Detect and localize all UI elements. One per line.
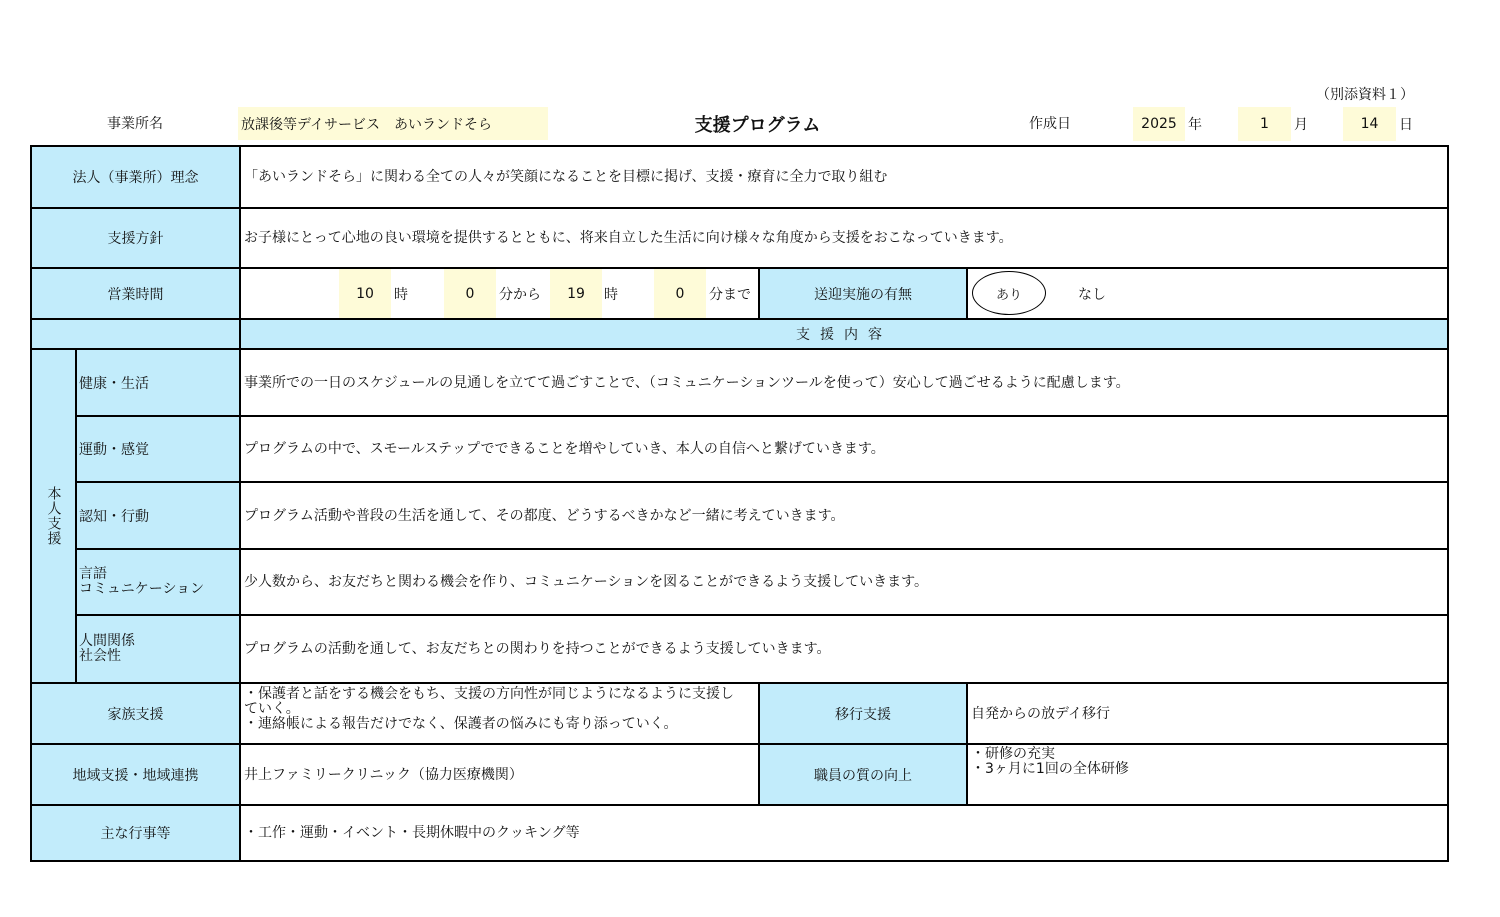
start-minute-value: 0 — [444, 269, 496, 318]
policy-label: 支援方針 — [32, 209, 239, 267]
month-unit: 月 — [1294, 117, 1308, 133]
created-month-value: 1 — [1238, 107, 1291, 141]
policy-value: お子様にとって心地の良い環境を提供するとともに、将来自立した生活に向け様々な角度から支援をおこなっていきます。 — [244, 230, 1013, 246]
support-header-blank — [32, 320, 239, 348]
transport-label: 送迎実施の有無 — [760, 269, 966, 318]
until-unit: 分まで — [709, 286, 751, 303]
hour-unit: 時 — [394, 286, 408, 303]
start-hour-value: 10 — [339, 269, 391, 318]
staff-quality-value: ・研修の充実 ・3ヶ月に1回の全体研修 — [971, 746, 1129, 777]
support-content-header: 支援内容 — [241, 320, 1447, 348]
office-name-value: 放課後等デイサービス あいランドそら — [238, 107, 548, 140]
staff-quality-label: 職員の質の向上 — [760, 745, 966, 804]
created-date-label: 作成日 — [1029, 116, 1071, 132]
main-events-label: 主な行事等 — [32, 806, 239, 860]
transition-support-label: 移行支援 — [760, 684, 966, 743]
philosophy-value: 「あいランドそら」に関わる全ての人々が笑顔になることを目標に掲げ、支援・療育に全力で取り組む — [244, 169, 888, 185]
cognition-behavior-value: プログラム活動や普段の生活を通して、その都度、どうするべきかなど一緒に考えていきます。 — [244, 507, 845, 524]
community-support-label: 地域支援・地域連携 — [32, 745, 239, 804]
transport-option-no: なし — [1078, 286, 1106, 303]
motor-sensory-label: 運動・感覚 — [77, 417, 239, 481]
hours-label: 営業時間 — [32, 269, 239, 318]
year-unit: 年 — [1188, 117, 1202, 133]
personal-support-group-text: 本人支援 — [45, 486, 62, 546]
community-support-value: 井上ファミリークリニック（協力医療機関） — [244, 766, 523, 783]
from-unit: 分から — [499, 286, 541, 303]
family-support-label: 家族支援 — [32, 684, 239, 743]
day-unit: 日 — [1399, 117, 1413, 133]
appendix-note: （別添資料１） — [1316, 87, 1414, 103]
end-hour-value: 19 — [550, 269, 602, 318]
language-communication-label: 言語 コミュニケーション — [77, 550, 239, 614]
health-life-label: 健康・生活 — [77, 350, 239, 415]
created-day-value: 14 — [1343, 107, 1396, 141]
relationships-social-label: 人間関係 社会性 — [77, 616, 239, 682]
main-events-value: ・工作・運動・イベント・長期休暇中のクッキング等 — [244, 825, 580, 841]
support-program-table — [30, 145, 1449, 862]
family-support-value: ・保護者と話をする機会をもち、支援の方向性が同じようになるように支援し ていく。 ・連絡帳による報告だけでなく、保護者の悩みにも寄り添っていく。 — [244, 686, 734, 732]
health-life-value: 事業所での一日のスケジュールの見通しを立てて過ごすことで、（コミュニケーションツールを使って）安心して過ごせるように配慮します。 — [244, 374, 1130, 391]
office-name-label: 事業所名 — [107, 116, 163, 132]
transport-option-yes-selected: あり — [972, 271, 1046, 315]
philosophy-label: 法人（事業所）理念 — [32, 147, 239, 207]
relationships-social-value: プログラムの活動を通して、お友だちとの関わりを持つことができるよう支援していきます。 — [244, 641, 831, 657]
created-year-value: 2025 — [1133, 107, 1185, 141]
language-communication-value: 少人数から、お友だちと関わる機会を作り、コミュニケーションを図ることができるよう支援していきます。 — [244, 574, 929, 590]
cognition-behavior-label: 認知・行動 — [77, 483, 239, 548]
end-minute-value: 0 — [654, 269, 706, 318]
page-title: 支援プログラム — [694, 115, 821, 136]
transition-support-value: 自発からの放デイ移行 — [971, 705, 1111, 722]
motor-sensory-value: プログラムの中で、スモールステップでできることを増やしていき、本人の自信へと繋げていきます。 — [244, 441, 885, 457]
personal-support-group-label — [32, 350, 75, 682]
hour-unit-2: 時 — [604, 286, 618, 303]
